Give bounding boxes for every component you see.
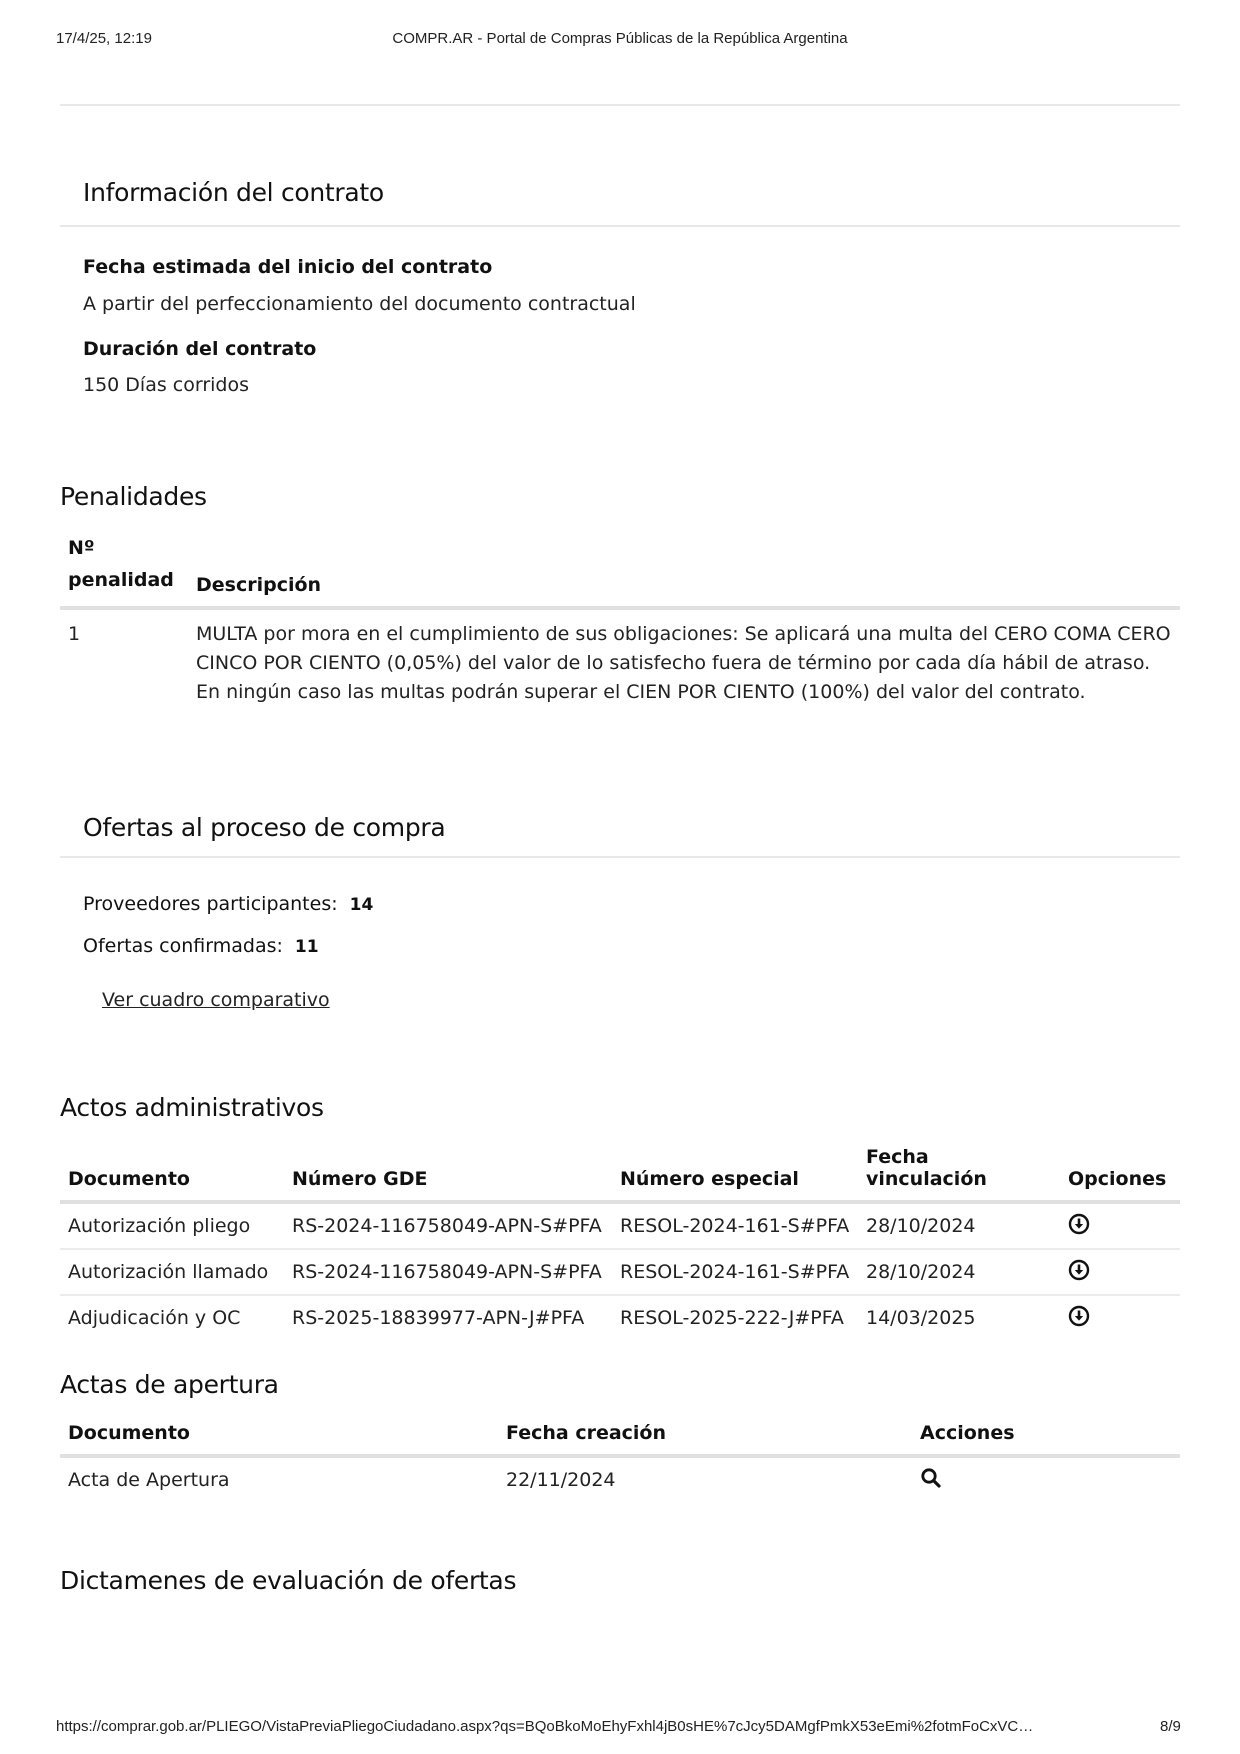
admin-documento: Adjudicación y OC xyxy=(68,1307,241,1329)
compare-table-link[interactable]: Ver cuadro comparativo xyxy=(102,989,330,1011)
providers-count: 14 xyxy=(349,895,374,915)
download-circle-icon[interactable] xyxy=(1068,1213,1090,1235)
confirmed-label: Ofertas confirmadas: xyxy=(83,935,283,957)
admin-documento: Autorización llamado xyxy=(60,1249,284,1295)
download-circle-icon[interactable] xyxy=(1068,1259,1090,1281)
admin-fecha: 28/10/2024 xyxy=(858,1202,1060,1249)
confirmed-stat xyxy=(83,935,319,957)
admin-gde: RS-2024-116758049-APN-S#PFA xyxy=(284,1249,612,1295)
contract-info-divider xyxy=(60,225,1180,227)
admin-act-row xyxy=(60,1249,1180,1295)
top-divider xyxy=(60,104,1180,106)
penalty-number-header xyxy=(60,532,188,608)
print-page-title: COMPR.AR - Portal de Compras Públicas de la República Argentina xyxy=(392,30,848,47)
admin-header-documento: Documento xyxy=(60,1146,284,1202)
contract-duration-value: 150 Días corridos xyxy=(83,374,250,396)
providers-label: Proveedores participantes: xyxy=(83,893,338,915)
offers-divider xyxy=(60,856,1180,858)
admin-gde: RS-2025-18839977-APN-J#PFA xyxy=(292,1307,585,1329)
penalty-description: MULTA por mora en el cumplimiento de sus obligaciones: Se aplicará una multa del CERO COMA CERO CINCO POR CIENTO (0,05%) del valor de lo satisfecho fuera de término por cada día hábil de atraso. En ningún caso las multas podrán superar el CIEN POR CIENTO (100%) del valor del contrato. xyxy=(196,623,1171,703)
admin-especial: RESOL-2025-222-J#PFA xyxy=(620,1307,844,1329)
search-icon[interactable] xyxy=(920,1467,942,1489)
print-datetime: 17/4/25, 12:19 xyxy=(56,30,152,47)
contract-duration-label: Duración del contrato xyxy=(83,338,317,360)
opening-act-row xyxy=(60,1456,1180,1502)
print-header xyxy=(0,30,1240,50)
opening-acts-table xyxy=(60,1422,1180,1502)
opening-fecha: 22/11/2024 xyxy=(506,1469,616,1491)
admin-header-opciones: Opciones xyxy=(1060,1146,1180,1202)
offers-title: Ofertas al proceso de compra xyxy=(83,813,446,842)
admin-act-row xyxy=(60,1202,1180,1249)
penalty-row xyxy=(60,608,1180,707)
download-circle-icon[interactable] xyxy=(1068,1305,1090,1327)
contract-info-title: Información del contrato xyxy=(83,178,384,207)
admin-fecha: 28/10/2024 xyxy=(858,1249,1060,1295)
evaluations-title: Dictamenes de evaluación de ofertas xyxy=(60,1566,517,1595)
admin-especial: RESOL-2024-161-S#PFA xyxy=(612,1202,858,1249)
admin-fecha: 14/03/2025 xyxy=(866,1307,976,1329)
print-url: https://comprar.gob.ar/PLIEGO/VistaPreviaPliegoCiudadano.aspx?qs=BQoBkoMoEhyFxhl4jB0sHE%7cJcy5DAMgfPmkX53eEmi%2fotmFoCxVC… xyxy=(56,1718,1034,1735)
print-page-number: 8/9 xyxy=(1160,1718,1181,1735)
admin-acts-title: Actos administrativos xyxy=(60,1093,324,1122)
opening-acts-title: Actas de apertura xyxy=(60,1370,279,1399)
admin-header-gde: Número GDE xyxy=(284,1146,612,1202)
penalties-title: Penalidades xyxy=(60,482,207,511)
penalty-number-header-line1: Nº xyxy=(68,537,95,559)
admin-header-fecha: Fecha vinculación xyxy=(858,1146,1060,1202)
penalty-number-header-line2: penalidad xyxy=(68,569,174,591)
providers-stat xyxy=(83,893,373,915)
admin-documento: Autorización pliego xyxy=(60,1202,284,1249)
penalties-table xyxy=(60,532,1180,707)
print-footer xyxy=(0,1718,1240,1738)
contract-start-value: A partir del perfeccionamiento del documento contractual xyxy=(83,293,636,315)
opening-header-documento: Documento xyxy=(60,1422,498,1456)
admin-header-especial: Número especial xyxy=(612,1146,858,1202)
penalty-description-header: Descripción xyxy=(188,532,1180,608)
admin-especial: RESOL-2024-161-S#PFA xyxy=(612,1249,858,1295)
penalty-number: 1 xyxy=(68,623,81,645)
admin-acts-table xyxy=(60,1146,1180,1340)
opening-header-fecha: Fecha creación xyxy=(498,1422,912,1456)
contract-start-label: Fecha estimada del inicio del contrato xyxy=(83,256,493,278)
confirmed-count: 11 xyxy=(294,937,319,957)
opening-header-acciones: Acciones xyxy=(912,1422,1180,1456)
admin-gde: RS-2024-116758049-APN-S#PFA xyxy=(284,1202,612,1249)
opening-documento: Acta de Apertura xyxy=(68,1469,230,1491)
admin-act-row xyxy=(60,1295,1180,1340)
